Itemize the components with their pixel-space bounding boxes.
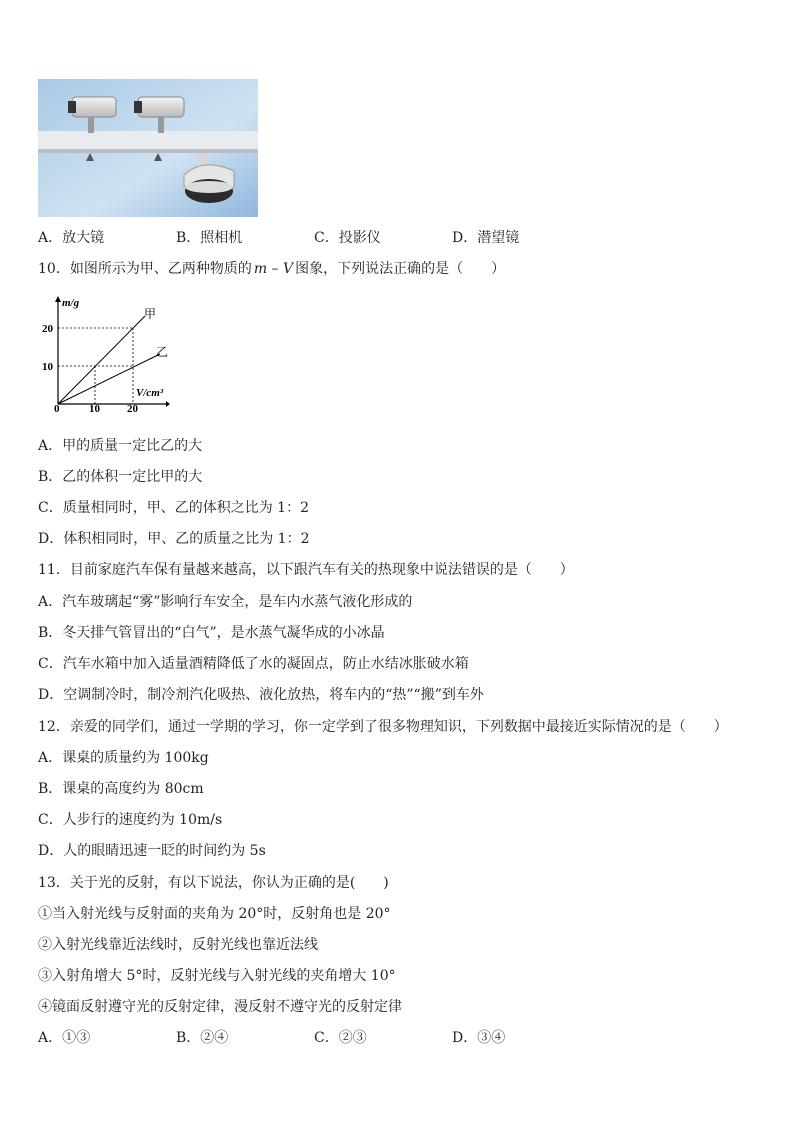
- q9-option-d: D．潜望镜: [452, 230, 520, 246]
- q11-option-a: A．汽车玻璃起“雾”影响行车安全，是车内水蒸气液化形成的: [38, 594, 413, 610]
- q10-option-b: B．乙的体积一定比甲的大: [38, 469, 203, 485]
- xtick-20: 20: [127, 403, 138, 412]
- q12-option-a: A．课桌的质量约为 100kg: [38, 750, 209, 766]
- q11-option-c: C．汽车水箱中加入适量酒精降低了水的凝固点，防止水结冰胀破水箱: [38, 656, 469, 672]
- q13-option-b: B．②④: [176, 1030, 229, 1046]
- q10-option-c: C．质量相同时，甲、乙的体积之比为 1：2: [38, 500, 309, 516]
- q10-option-a: A．甲的质量一定比乙的大: [38, 438, 203, 454]
- xlabel: V/cm³: [136, 387, 164, 399]
- q10-stem: 10．如图所示为甲、乙两种物质的 m – V 图象，下列说法正确的是（ ）: [38, 261, 506, 277]
- q11-option-b: B．冬天排气管冒出的“白气”，是水蒸气凝华成的小冰晶: [38, 625, 385, 641]
- q12-option-d: D．人的眼睛迅速一眨的时间约为 5s: [38, 843, 266, 859]
- q11-option-d: D．空调制冷时，制冷剂汽化吸热、液化放热，将车内的“热”“搬”到车外: [38, 687, 484, 703]
- q13-statement-1: ①当入射光线与反射面的夹角为 20°时，反射角也是 20°: [38, 906, 391, 922]
- q13-statement-2: ②入射光线靠近法线时，反射光线也靠近法线: [38, 937, 318, 953]
- q9-option-a: A．放大镜: [38, 230, 105, 246]
- ytick-10: 10: [42, 361, 53, 373]
- series-jia-label: 甲: [144, 307, 157, 321]
- xtick-10: 10: [89, 403, 100, 412]
- q13-statement-4: ④镜面反射遵守光的反射定律，漫反射不遵守光的反射定律: [38, 999, 402, 1015]
- ytick-20: 20: [42, 323, 53, 335]
- series-yi-label: 乙: [156, 345, 169, 359]
- q12-option-c: C．人步行的速度约为 10m/s: [38, 812, 223, 828]
- q13-option-d: D．③④: [452, 1030, 506, 1046]
- xtick-0: 0: [54, 403, 60, 412]
- q9-option-c: C．投影仪: [314, 230, 381, 246]
- q13-option-a: A．①③: [38, 1030, 91, 1046]
- line-jia: [58, 316, 145, 404]
- q13-stem: 13．关于光的反射，有以下说法，你认为正确的是( ): [38, 875, 389, 891]
- mass-volume-graph: [38, 294, 170, 412]
- q12-stem: 12．亲爱的同学们，通过一学期的学习，你一定学到了很多物理知识，下列数据中最接近实际情况的是（ ）: [38, 719, 728, 735]
- ylabel: m/g: [62, 297, 80, 309]
- q9-option-b: B．照相机: [176, 230, 243, 246]
- q11-stem: 11．目前家庭汽车保有量越来越高，以下跟汽车有关的热现象中说法错误的是（ ）: [38, 562, 574, 578]
- q12-option-b: B．课桌的高度约为 80cm: [38, 781, 204, 797]
- q13-statement-3: ③入射角增大 5°时，反射光线与入射光线的夹角增大 10°: [38, 968, 396, 984]
- q10-option-d: D．体积相同时，甲、乙的质量之比为 1：2: [38, 531, 310, 547]
- q13-option-c: C．②③: [314, 1030, 367, 1046]
- surveillance-camera-photo: [38, 79, 258, 217]
